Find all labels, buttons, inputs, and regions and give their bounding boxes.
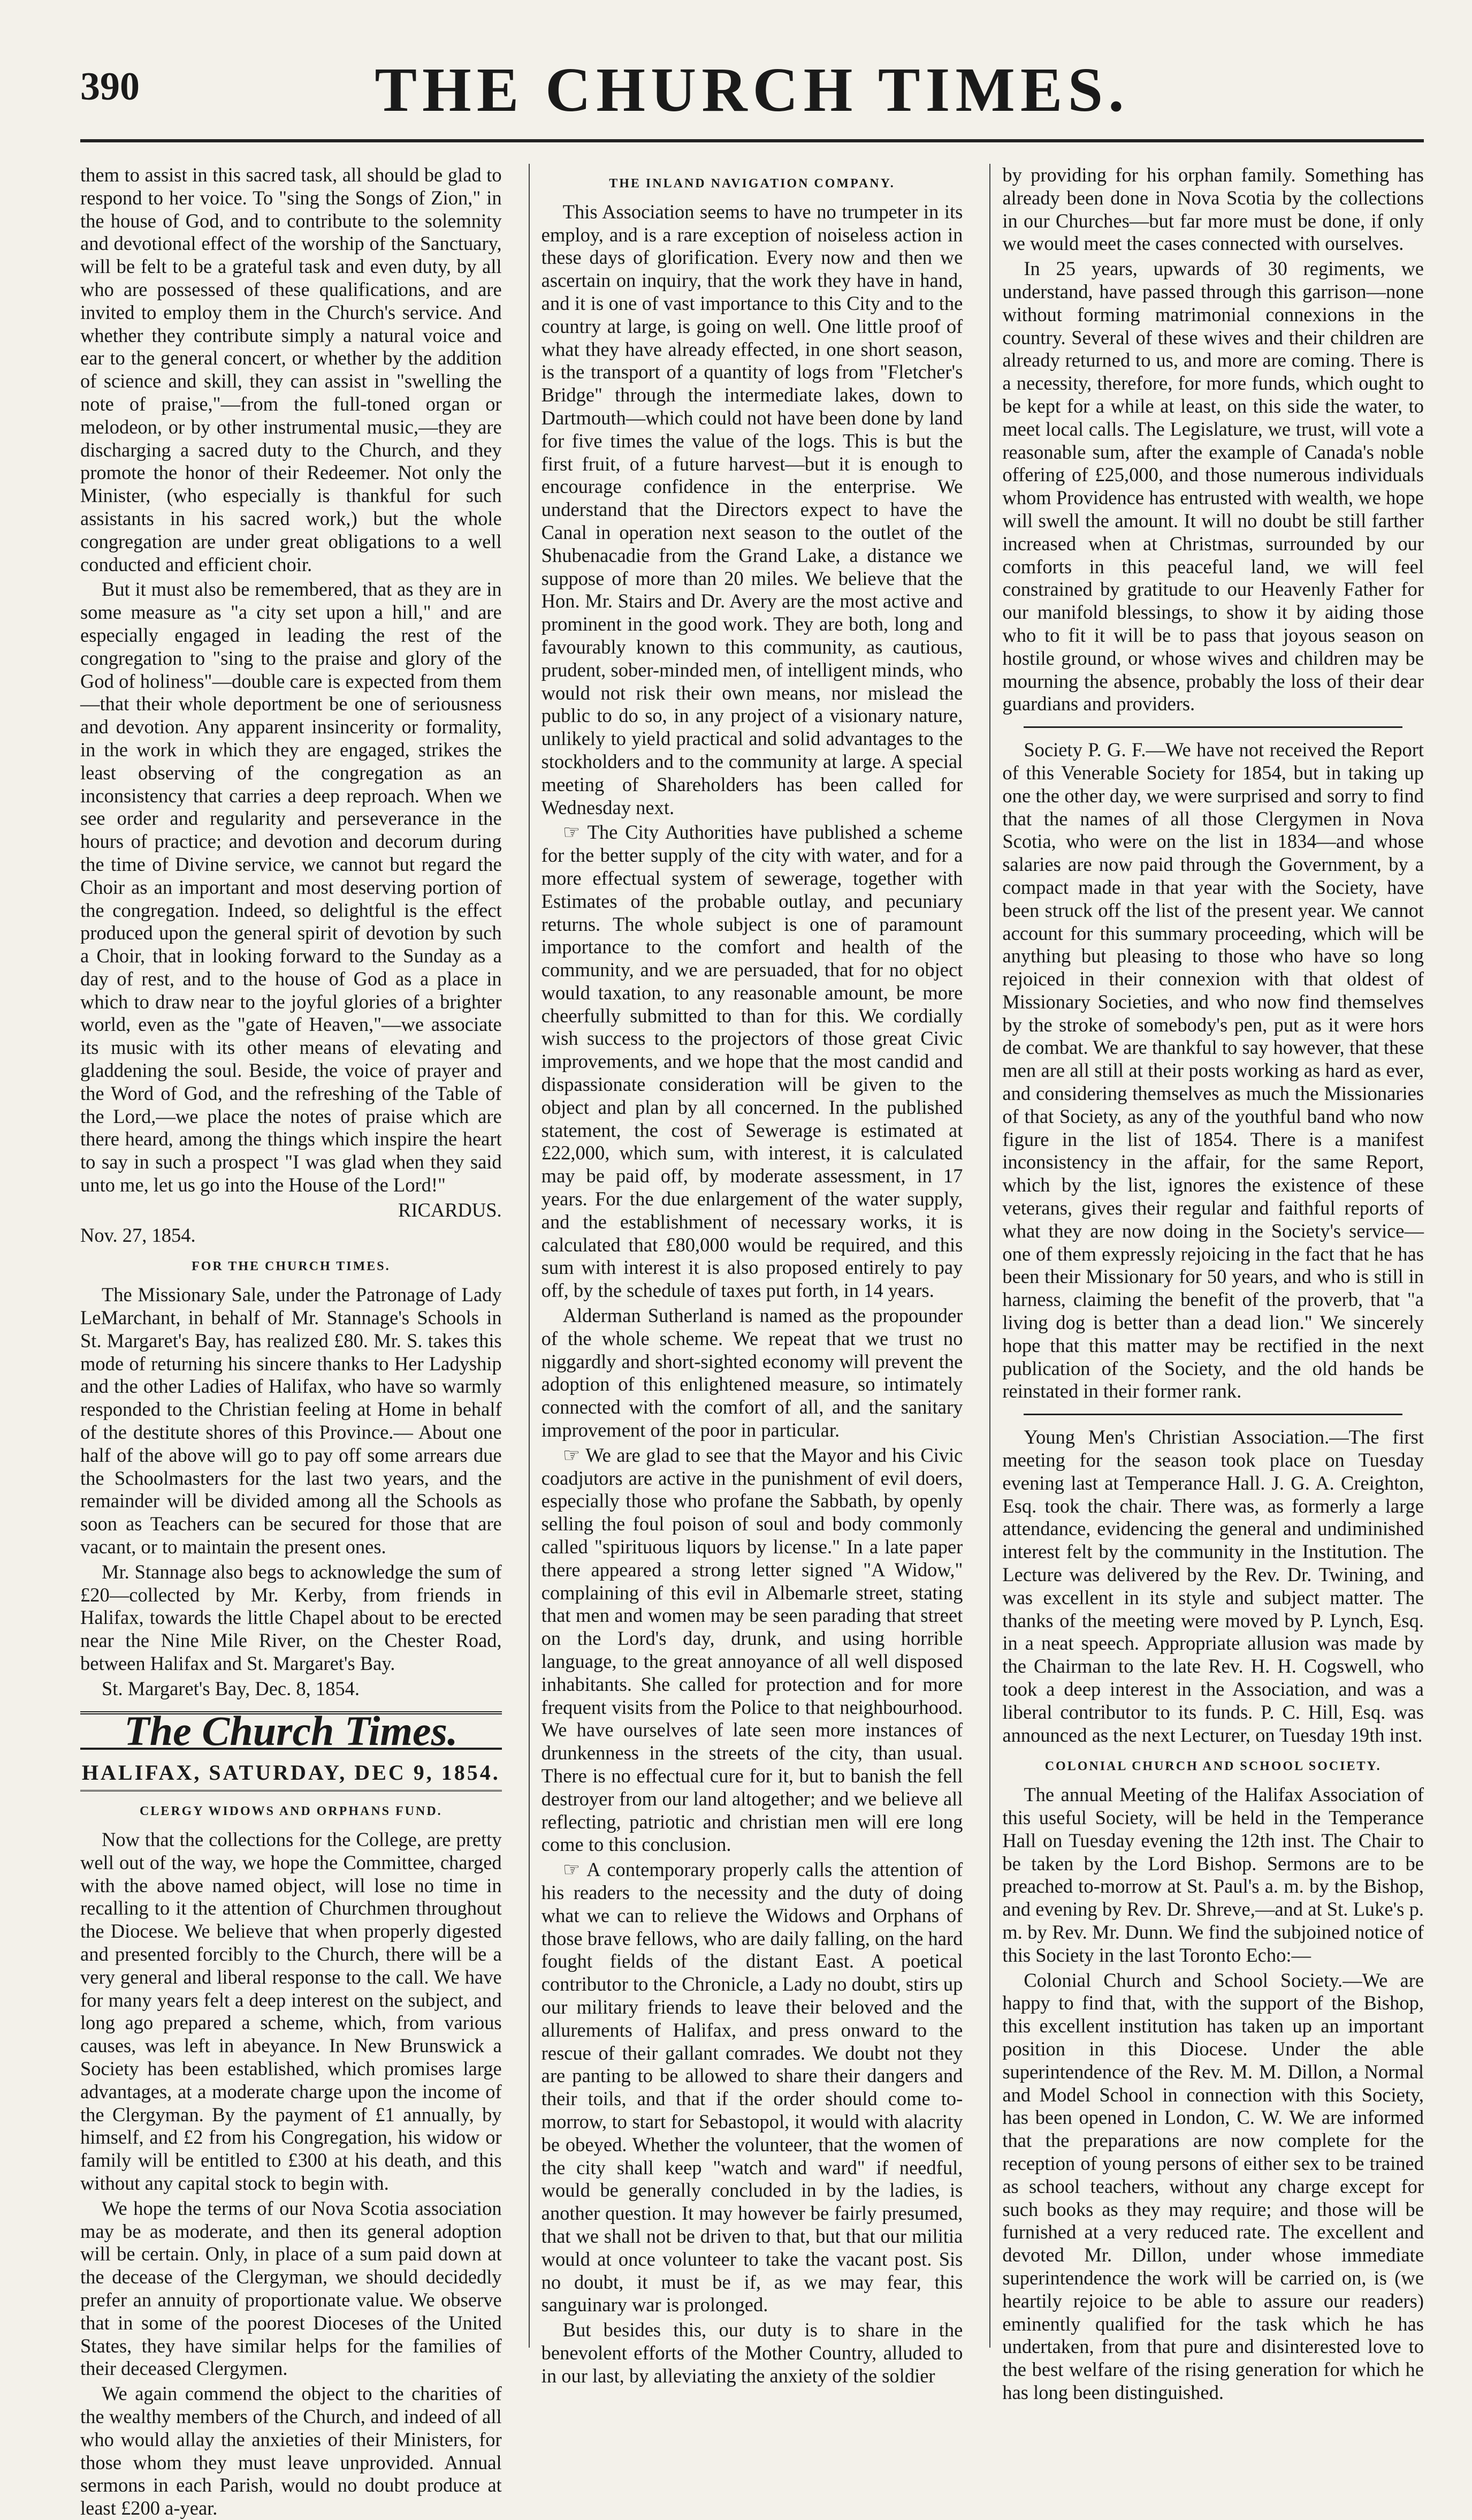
- article-paragraph: The Missionary Sale, under the Patronage of Lady LeMarchant, in behalf of Mr. Stannage's Schools in St. Margaret's Bay, has realized £80. Mr. S. takes this mode of returning his sincere thanks to Her Ladyship and the other Ladies of Halifax, who have so warmly responded to the Christian feeling at Home in behalf of the destitute shores of this Province.— About one half of the above will go to pay off some arrears due the Schoolmasters for the last two years, and the remainder will be divided among all the Schools as soon as Teachers can be secured for those that are vacant, or to maintain the present ones.: [80, 1284, 502, 1558]
- section-heading: THE INLAND NAVIGATION COMPANY.: [609, 177, 895, 191]
- article-paragraph: We again commend the object to the charities of the wealthy members of the Church, and indeed of all who would allay the anxieties of their Ministers, for those whom they must leave unprovided. Annual sermons in each Parish, would no doubt produce at least £200 a-year.: [80, 2382, 502, 2519]
- newspaper-title: THE CHURCH TIMES.: [375, 55, 1130, 125]
- article-paragraph: We hope the terms of our Nova Scotia association may be as moderate, and then its general adoption will be certain. Only, in place of a sum paid down at the decease of the Clergyman, we should decidedly prefer an annuity of proportionate value. We observe that in some of the poorest Dioceses of the United States, they have similar helps for the families of their deceased Clergymen.: [80, 2197, 502, 2380]
- dateline: HALIFAX, SATURDAY, DEC 9, 1854.: [80, 1759, 502, 1792]
- article-paragraph: In 25 years, upwards of 30 regiments, we understand, have passed through this garrison—none without forming matrimonial connexions in the country. Several of these wives and their children are already returned to us, and more are coming. There is a necessity, therefore, for more funds, which ought to be kept for a while at least, on this side the water, to meet local calls. The Legislature, we trust, will vote a reasonable sum, after the example of Canada's noble offering of £25,000, and those numerous individuals whom Providence has entrusted with wealth, we hope will swell the amount. It will no doubt be still farther increased when at Christmas, surrounded by our comforts in this peaceful land, we will feel constrained by gratitude to our Heavenly Father for our manifold blessings, to show it by aiding those who to fit it will be to pass that joyous season on hostile ground, or whose wives and children may be mourning the absence, probably the loss of their dear guardians and providers.: [1002, 257, 1424, 715]
- article-paragraph: Mr. Stannage also begs to acknowledge the sum of £20—collected by Mr. Kerby, from friends in Halifax, towards the little Chapel about to be erected near the Nine Mile River, on the Chester Road, between Halifax and St. Margaret's Bay.: [80, 1560, 502, 1674]
- article-paragraph: Young Men's Christian Association.—The first meeting for the season took place on Tuesday evening last at Temperance Hall. J. G. A. Creighton, Esq. took the chair. There was, as formerly a large attendance, evidencing the general and undiminished interest felt by the community in the Institution. The Lecture was delivered by the Rev. Dr. Twining, and was excellent in its style and subject matter. The thanks of the meeting were moved by P. Lynch, Esq. in a neat speech. Appropriate allusion was made by the Chairman to the late Rev. H. H. Cogswell, who took a deep interest in the Association, and was a liberal contributor to its funds. P. C. Hill, Esq. was announced as the next Lecturer, on Tuesday 19th inst.: [1002, 1426, 1424, 1746]
- article-paragraph: ☞ A contemporary properly calls the attention of his readers to the necessity and the duty of doing what we can to relieve the Widows and Orphans of those brave fellows, who are daily falling, on the hard fought fields of the distant East. A poetical contributor to the Chronicle, a Lady no doubt, stirs up our military friends to leave their beloved and the allurements of Halifax, and press onward to the rescue of their gallant comrades. We doubt not they are panting to be allowed to share their dangers and their toils, and that if the order should come to-morrow, to start for Sebastopol, it would with alacrity be obeyed. Whether the volunteer, that the women of the city shall keep "watch and ward" if needful, would be generally concluded in by the ladies, is another question. It may however be fairly presumed, that we shall not be driven to that, but that our militia would at once volunteer to take the vacant post. Sis no doubt, it must be if, as we may fear, this sanguinary war is prolonged.: [541, 1858, 963, 2316]
- article-paragraph: ☞ The City Authorities have published a scheme for the better supply of the city with water, and for a more effectual system of sewerage, together with Estimates of the probable outlay, and pecuniary returns. The whole subject is one of paramount importance to the comfort and health of the community, and we are persuaded, that for no object would taxation, to any reasonable amount, be more cheerfully submitted to than for this. We cordially wish success to the projectors of those great Civic improvements, and we hope that the most candid and dispassionate consideration will be given to the object and plan by all concerned. In the published statement, the cost of Sewerage is estimated at £22,000, which sum, with interest, it is calculated may be paid off, by moderate assessment, in 17 years. For the due enlargement of the water supply, and the establishment of necessary works, it is calculated that £80,000 would be required, and this sum with interest it is also proposed entirely to pay off, by the schedule of taxes put forth, in 14 years.: [541, 821, 963, 1302]
- section-heading: COLONIAL CHURCH AND SCHOOL SOCIETY.: [1044, 1759, 1382, 1774]
- section-heading: FOR THE CHURCH TIMES.: [192, 1259, 391, 1274]
- divider: [1024, 1414, 1402, 1415]
- article-paragraph: Colonial Church and School Society.—We are happy to find that, with the support of the Bishop, this excellent institution has taken up an important position in this Diocese. Under the able superintendence of the Rev. M. M. Dillon, a Normal and Model School in connection with this Society, has been opened in London, C. W. We are informed that the preparations are now complete for the reception of young persons of either sex to be trained as school teachers, without any charge except for such books as they may require; and those will be furnished at a very reduced rate. The excellent and devoted Mr. Dillon, under whose immediate superintendence the work will be carried on, is (we heartily rejoice to be able to assure our readers) eminently qualified for the task which he has undertaken, from that pure and disinterested love to the best welfare of the rising generation for which he has long been distinguished.: [1002, 1969, 1424, 2403]
- masthead: [80, 32, 1424, 142]
- article-paragraph: But besides this, our duty is to share in the benevolent efforts of the Mother Country, alluded to in our last, by alleviating the anxiety of the soldier: [541, 2319, 963, 2387]
- article-paragraph: Alderman Sutherland is named as the propounder of the whole scheme. We repeat that we trust no niggardly and short-sighted economy will prevent the adoption of this enlightened measure, so intimately connected with the comfort of all, and the sanitary improvement of the poor in particular.: [541, 1304, 963, 1441]
- column-2: [529, 164, 963, 2387]
- nameplate: The Church Times.: [80, 1711, 502, 1750]
- letter-date: Nov. 27, 1854.: [80, 1224, 196, 1246]
- column-1: [80, 164, 502, 2519]
- article-paragraph: by providing for his orphan family. Something has already been done in Nova Scotia by the collections in our Churches—but far more must be done, if only we would meet the cases connected with ourselves.: [1002, 164, 1424, 255]
- section-heading: CLERGY WIDOWS AND ORPHANS FUND.: [139, 1804, 443, 1819]
- divider: [1024, 726, 1402, 728]
- page-number: 390: [80, 65, 140, 109]
- signature: RICARDUS.: [398, 1198, 502, 1221]
- article-paragraph: But it must also be remembered, that as they are in some measure as "a city set upon a hill," and are especially engaged in leading the rest of the congregation to "sing to the praise and glory of the God of holiness"—double care is expected from them—that their whole deportment be one of seriousness and devotion. Any apparent insincerity or formality, in the work in which they are engaged, strikes the least observing of the congregation as an inconsistency that carries a deep reproach. When we see order and regularity and perseverance in the hours of practice; and devotion and decorum during the time of Divine service, we cannot but regard the Choir as an important and most deserving portion of the congregation. Indeed, so delightful is the effect produced upon the general spirit of devotion by such a Choir, that in looking forward to the Sunday as a day of rest, and to the house of God as a place in which to draw near to the joyful glories of a brighter world, even as the "gate of Heaven,"—we associate its music with its other means of elevating and gladdening the soul. Beside, the voice of prayer and the Word of God, and the refreshing of the Table of the Lord,—we place the notes of praise which are there heard, among the things which inspire the heart to say in such a prospect "I was glad when they said unto me, let us go into the House of the Lord!": [80, 578, 502, 1196]
- article-paragraph: them to assist in this sacred task, all should be glad to respond to her voice. To "sing the Songs of Zion," in the house of God, and to contribute to the solemnity and devotional effect of the worship of the Sanctuary, will be felt to be a grateful task and even duty, by all who are possessed of these qualifications, and are invited to employ them in the Church's service. And whether they contribute simply a natural voice and ear to the general concert, or whether by the addition of science and skill, they can assist in "swelling the note of praise,"—from the full-toned organ or melodeon, or by other instrumental music,—they are discharging a sacred duty to the Church, and they promote the honor of their Redeemer. Not only the Minister, (who especially is thankful for such assistants in his sacred work,) but the whole congregation are under great obligations to a well conducted and efficient choir.: [80, 164, 502, 575]
- article-paragraph: ☞ We are glad to see that the Mayor and his Civic coadjutors are active in the punishment of evil doers, especially those who profane the Sabbath, by openly selling the foul poison of soul and body commonly called "spirituous liquors by license." In a late paper there appeared a strong letter signed "A Widow," complaining of this evil in Albemarle street, stating that men and women may be seen parading that street on the Lord's day, drunk, and using horrible language, to the great annoyance of all well disposed inhabitants. She called for protection and for more frequent visits from the Police to that neighbourhood. We have ourselves of late seen more instances of drunkenness in the streets of the city, than usual. There is no effectual cure for it, but to banish the fell destroyer from our land altogether; and we believe all reflecting, patriotic and christian men will ere long come to this conclusion.: [541, 1444, 963, 1856]
- letter-date: St. Margaret's Bay, Dec. 8, 1854.: [102, 1677, 360, 1699]
- columns: [80, 164, 1424, 2519]
- article-paragraph: Society P. G. F.—We have not received the Report of this Venerable Society for 1854, but in taking up one the other day, we were surprised and sorry to find that the names of all those Clergymen in Nova Scotia, who were on the list in 1834—and whose salaries are now paid through the Government, by a compact made in that year with the Society, have been struck off the list of the present year. We cannot account for this summary proceeding, which will be anything but pleasing to those who have so long rejoiced in their connexion with that oldest of Missionary Societies, and who now find themselves by the stroke of somebody's pen, put as it were hors de combat. We are thankful to say however, that these men are all still at their posts working as hard as ever, and considering themselves as much the Missionaries of that Society, as any of the youthful band who now figure in the list of 1854. There is a manifest inconsistency in the affair, for the same Report, which by the list, ignores the existence of these veterans, gives their regular and faithful reports of what they are now doing in the Society's service—one of them expressly rejoicing in the fact that he has been their Missionary for 50 years, and who is still in harness, claiming the benefit of the proverb, that "a living dog is better than a dead lion." We sincerely hope that this matter may be rectified in the next publication of the Society, and the old hands be reinstated in their former rank.: [1002, 739, 1424, 1402]
- article-paragraph: Now that the collections for the College, are pretty well out of the way, we hope the Committee, charged with the above named object, will lose no time in recalling to it the attention of Churchmen throughout the Diocese. We believe that when properly digested and presented forcibly to the Church, there will be a very general and liberal response to the call. We have for many years felt a deep interest on the subject, and long ago prepared a scheme, which, from various causes, was left in abeyance. In New Brunswick a Society has been established, which promises large advantages, at a moderate charge upon the income of the Clergyman. By the payment of £1 annually, by himself, and £2 from his Congregation, his widow or family will be entitled to £300 at his death, and this without any capital stock to begin with.: [80, 1828, 502, 2194]
- column-3: [989, 164, 1424, 2403]
- article-paragraph: This Association seems to have no trumpeter in its employ, and is a rare exception of noiseless action in these days of glorification. Every now and then we ascertain on inquiry, that the work they have in hand, and it is one of vast importance to this City and to the country at large, is going on well. One little proof of what they have already effected, in one short season, is the transport of a quantity of logs from "Fletcher's Bridge" through the intermediate lakes, down to Dartmouth—which could not have been done by land for five times the value of the logs. This is but the first fruit, of a future harvest—but it is enough to encourage confidence in the enterprise. We understand that the Directors expect to have the Canal in operation next season to the outlet of the Shubenacadie from the Grand Lake, a distance we suppose of more than 20 miles. We believe that the Hon. Mr. Stairs and Dr. Avery are the most active and prominent in the good work. They are both, long and favourably known to this community, as cautious, prudent, sober-minded men, of intelligent minds, who would not risk their own means, nor mislead the public to do so, in any project of a visionary nature, unlikely to yield practical and solid advantages to the stockholders and to the community at large. A special meeting of Shareholders has been called for Wednesday next.: [541, 200, 963, 818]
- article-paragraph: The annual Meeting of the Halifax Association of this useful Society, will be held in the Temperance Hall on Tuesday evening the 12th inst. The Chair to be taken by the Lord Bishop. Sermons are to be preached to-morrow at St. Paul's a. m. by the Bishop, and evening by Rev. Dr. Shreve,—and at St. Luke's p. m. by Rev. Mr. Dunn. We find the subjoined notice of this Society in the last Toronto Echo:—: [1002, 1783, 1424, 1966]
